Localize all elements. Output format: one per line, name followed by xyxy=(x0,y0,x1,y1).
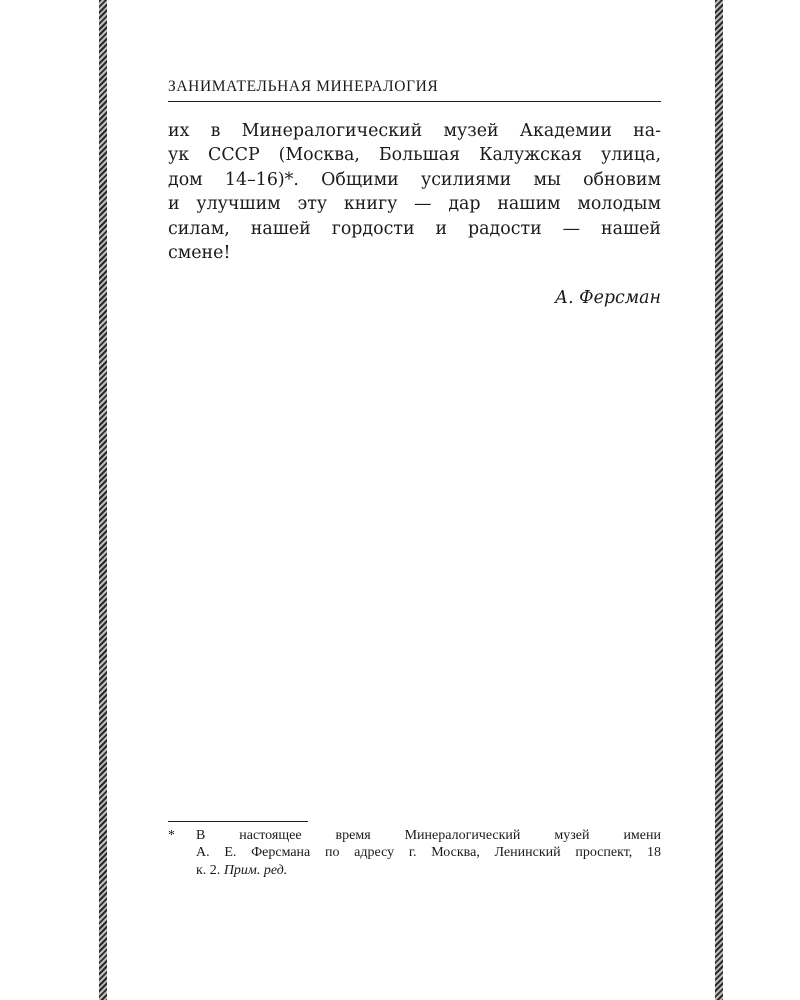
body-paragraph xyxy=(168,119,661,265)
body-line: смене! xyxy=(168,242,231,263)
footnote xyxy=(168,827,661,879)
footnote-body xyxy=(196,827,661,879)
footnote-rule xyxy=(168,821,308,822)
running-head-rule xyxy=(168,101,661,102)
page-right-edge-decoration xyxy=(715,0,723,1000)
author-signature: А. Ферсман xyxy=(554,288,661,308)
page-left-edge-decoration xyxy=(99,0,107,1000)
footnote-line-prefix: к. 2. xyxy=(196,862,224,878)
body-line: ук СССР (Москва, Большая Калужская улица, xyxy=(168,145,661,166)
footnote-mark: * xyxy=(168,828,175,843)
running-head: ЗАНИМАТЕЛЬНАЯ МИНЕРАЛОГИЯ xyxy=(168,78,439,95)
body-line: силам, нашей гордости и радости — нашей xyxy=(168,218,661,239)
footnote-last-line xyxy=(196,862,661,879)
footnote-line: А. Е. Ферсмана по адресу г. Москва, Ленинский проспект, 18 xyxy=(196,845,661,861)
body-line: их в Минералогический музей Академии на- xyxy=(168,121,661,141)
body-line: и улучшим эту книгу — дар нашим молодым xyxy=(168,194,661,215)
footnote-line: В настоящее время Минералогический музей имени xyxy=(196,828,661,843)
body-line: дом 14–16)*. Общими усилиями мы обновим xyxy=(168,169,661,190)
editor-note: Прим. ред. xyxy=(223,862,288,878)
